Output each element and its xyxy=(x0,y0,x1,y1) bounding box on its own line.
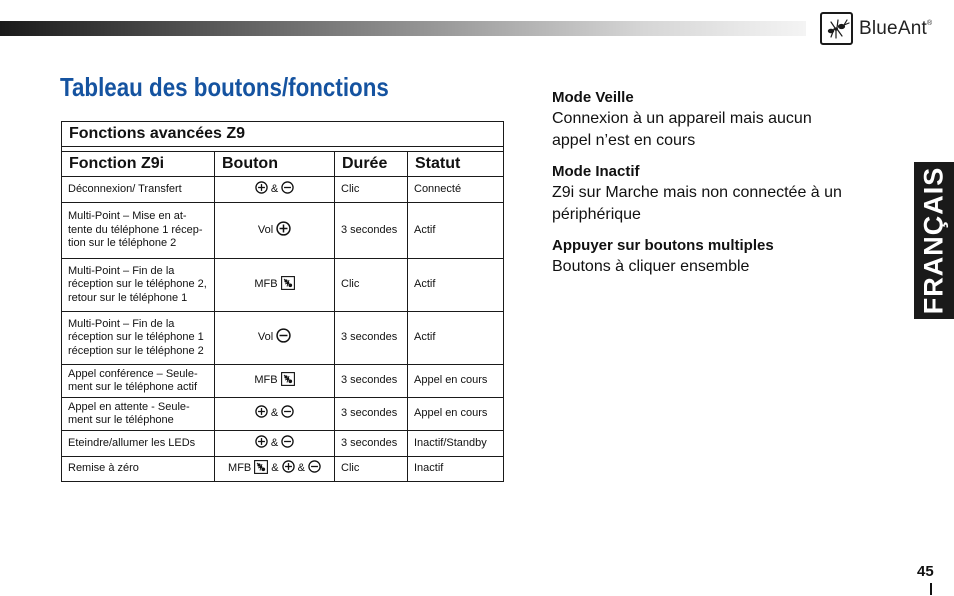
cell-button xyxy=(215,177,335,203)
cell-button xyxy=(215,259,335,312)
mode-multiple-buttons xyxy=(552,236,852,278)
cell-button xyxy=(215,203,335,259)
cell-function: Multi-Point – Fin de la réception sur le téléphone 2, retour sur le téléphone 1 xyxy=(62,259,215,312)
cell-function: Déconnexion/ Transfert xyxy=(62,177,215,203)
button-separator: & xyxy=(271,462,279,475)
cell-button xyxy=(215,312,335,365)
mfb-ant-icon xyxy=(254,460,268,479)
cell-duration: 3 secondes xyxy=(335,398,408,431)
column-header-button: Bouton xyxy=(215,152,335,177)
mode-text: Z9i sur Marche mais non connectée à un périphérique xyxy=(552,184,842,223)
minus-circle-icon xyxy=(308,460,321,478)
cell-duration: Clic xyxy=(335,177,408,203)
page-number-tick xyxy=(930,583,932,595)
cell-duration: 3 secondes xyxy=(335,203,408,259)
table-row xyxy=(62,365,504,398)
cell-duration: 3 secondes xyxy=(335,431,408,457)
cell-status: Connecté xyxy=(408,177,504,203)
column-header-status: Statut xyxy=(408,152,504,177)
table-caption: Fonctions avancées Z9 xyxy=(62,122,504,147)
plus-circle-icon xyxy=(255,181,268,199)
cell-button xyxy=(215,398,335,431)
cell-status: Inactif xyxy=(408,457,504,482)
brand-logo xyxy=(820,12,932,45)
cell-function: Appel conférence – Seule-ment sur le téléphone actif xyxy=(62,365,215,398)
mode-heading: Mode Veille xyxy=(552,89,634,106)
minus-circle-icon xyxy=(281,405,294,423)
cell-button xyxy=(215,431,335,457)
function-table xyxy=(61,121,504,482)
cell-duration: Clic xyxy=(335,259,408,312)
table-row xyxy=(62,177,504,203)
cell-status: Actif xyxy=(408,312,504,365)
mode-text: Connexion à un appareil mais aucun appel n’est en cours xyxy=(552,110,812,149)
mode-descriptions xyxy=(552,88,852,288)
cell-status: Appel en cours xyxy=(408,365,504,398)
button-prefix: Vol xyxy=(257,223,274,236)
mode-heading: Mode Inactif xyxy=(552,163,640,180)
plus-circle-icon xyxy=(276,221,291,241)
cell-duration: Clic xyxy=(335,457,408,482)
cell-status: Inactif/Standby xyxy=(408,431,504,457)
cell-function: Multi-Point – Mise en at-tente du téléphone 1 récep-tion sur le téléphone 2 xyxy=(62,203,215,259)
cell-status: Actif xyxy=(408,259,504,312)
plus-circle-icon xyxy=(255,405,268,423)
mfb-ant-icon xyxy=(281,276,295,295)
table-row xyxy=(62,398,504,431)
mfb-ant-icon xyxy=(281,372,295,391)
cell-status: Actif xyxy=(408,203,504,259)
minus-circle-icon xyxy=(281,435,294,453)
button-separator: & xyxy=(297,462,305,475)
table-row xyxy=(62,312,504,365)
mode-text: Boutons à cliquer ensemble xyxy=(552,258,750,275)
cell-button xyxy=(215,457,335,482)
language-tab xyxy=(914,162,954,319)
cell-function: Remise à zéro xyxy=(62,457,215,482)
button-separator: & xyxy=(270,436,279,449)
cell-button xyxy=(215,365,335,398)
minus-circle-icon xyxy=(281,181,294,199)
plus-circle-icon xyxy=(282,460,295,478)
mode-standby xyxy=(552,88,852,152)
page-title: Tableau des boutons/fonctions xyxy=(60,72,389,102)
button-prefix: Vol xyxy=(257,331,274,344)
button-prefix: MFB xyxy=(228,462,252,475)
cell-status: Appel en cours xyxy=(408,398,504,431)
cell-function: Appel en attente - Seule-ment sur le téléphone xyxy=(62,398,215,431)
brand-name: BlueAnt® xyxy=(859,17,933,39)
table-row xyxy=(62,431,504,457)
column-header-function: Fonction Z9i xyxy=(62,152,215,177)
table-row xyxy=(62,259,504,312)
table-caption-row xyxy=(62,122,504,147)
minus-circle-icon xyxy=(276,328,291,348)
ant-icon xyxy=(820,12,853,45)
button-separator: & xyxy=(270,182,279,195)
column-header-duration: Durée xyxy=(335,152,408,177)
cell-function: Multi-Point – Fin de la réception sur le téléphone 1 réception sur le téléphone 2 xyxy=(62,312,215,365)
cell-duration: 3 secondes xyxy=(335,312,408,365)
page-number: 45 xyxy=(917,563,934,580)
table-row xyxy=(62,457,504,482)
table-header-row xyxy=(62,152,504,177)
cell-function: Eteindre/allumer les LEDs xyxy=(62,431,215,457)
language-tab-label: FRANÇAIS xyxy=(918,166,949,315)
cell-duration: 3 secondes xyxy=(335,365,408,398)
button-prefix: MFB xyxy=(254,278,278,291)
button-separator: & xyxy=(270,407,279,420)
button-prefix: MFB xyxy=(254,374,278,387)
table-row xyxy=(62,203,504,259)
header-gradient-bar xyxy=(0,21,806,36)
mode-heading: Appuyer sur boutons multiples xyxy=(552,237,774,254)
plus-circle-icon xyxy=(255,435,268,453)
mode-inactive xyxy=(552,162,852,226)
